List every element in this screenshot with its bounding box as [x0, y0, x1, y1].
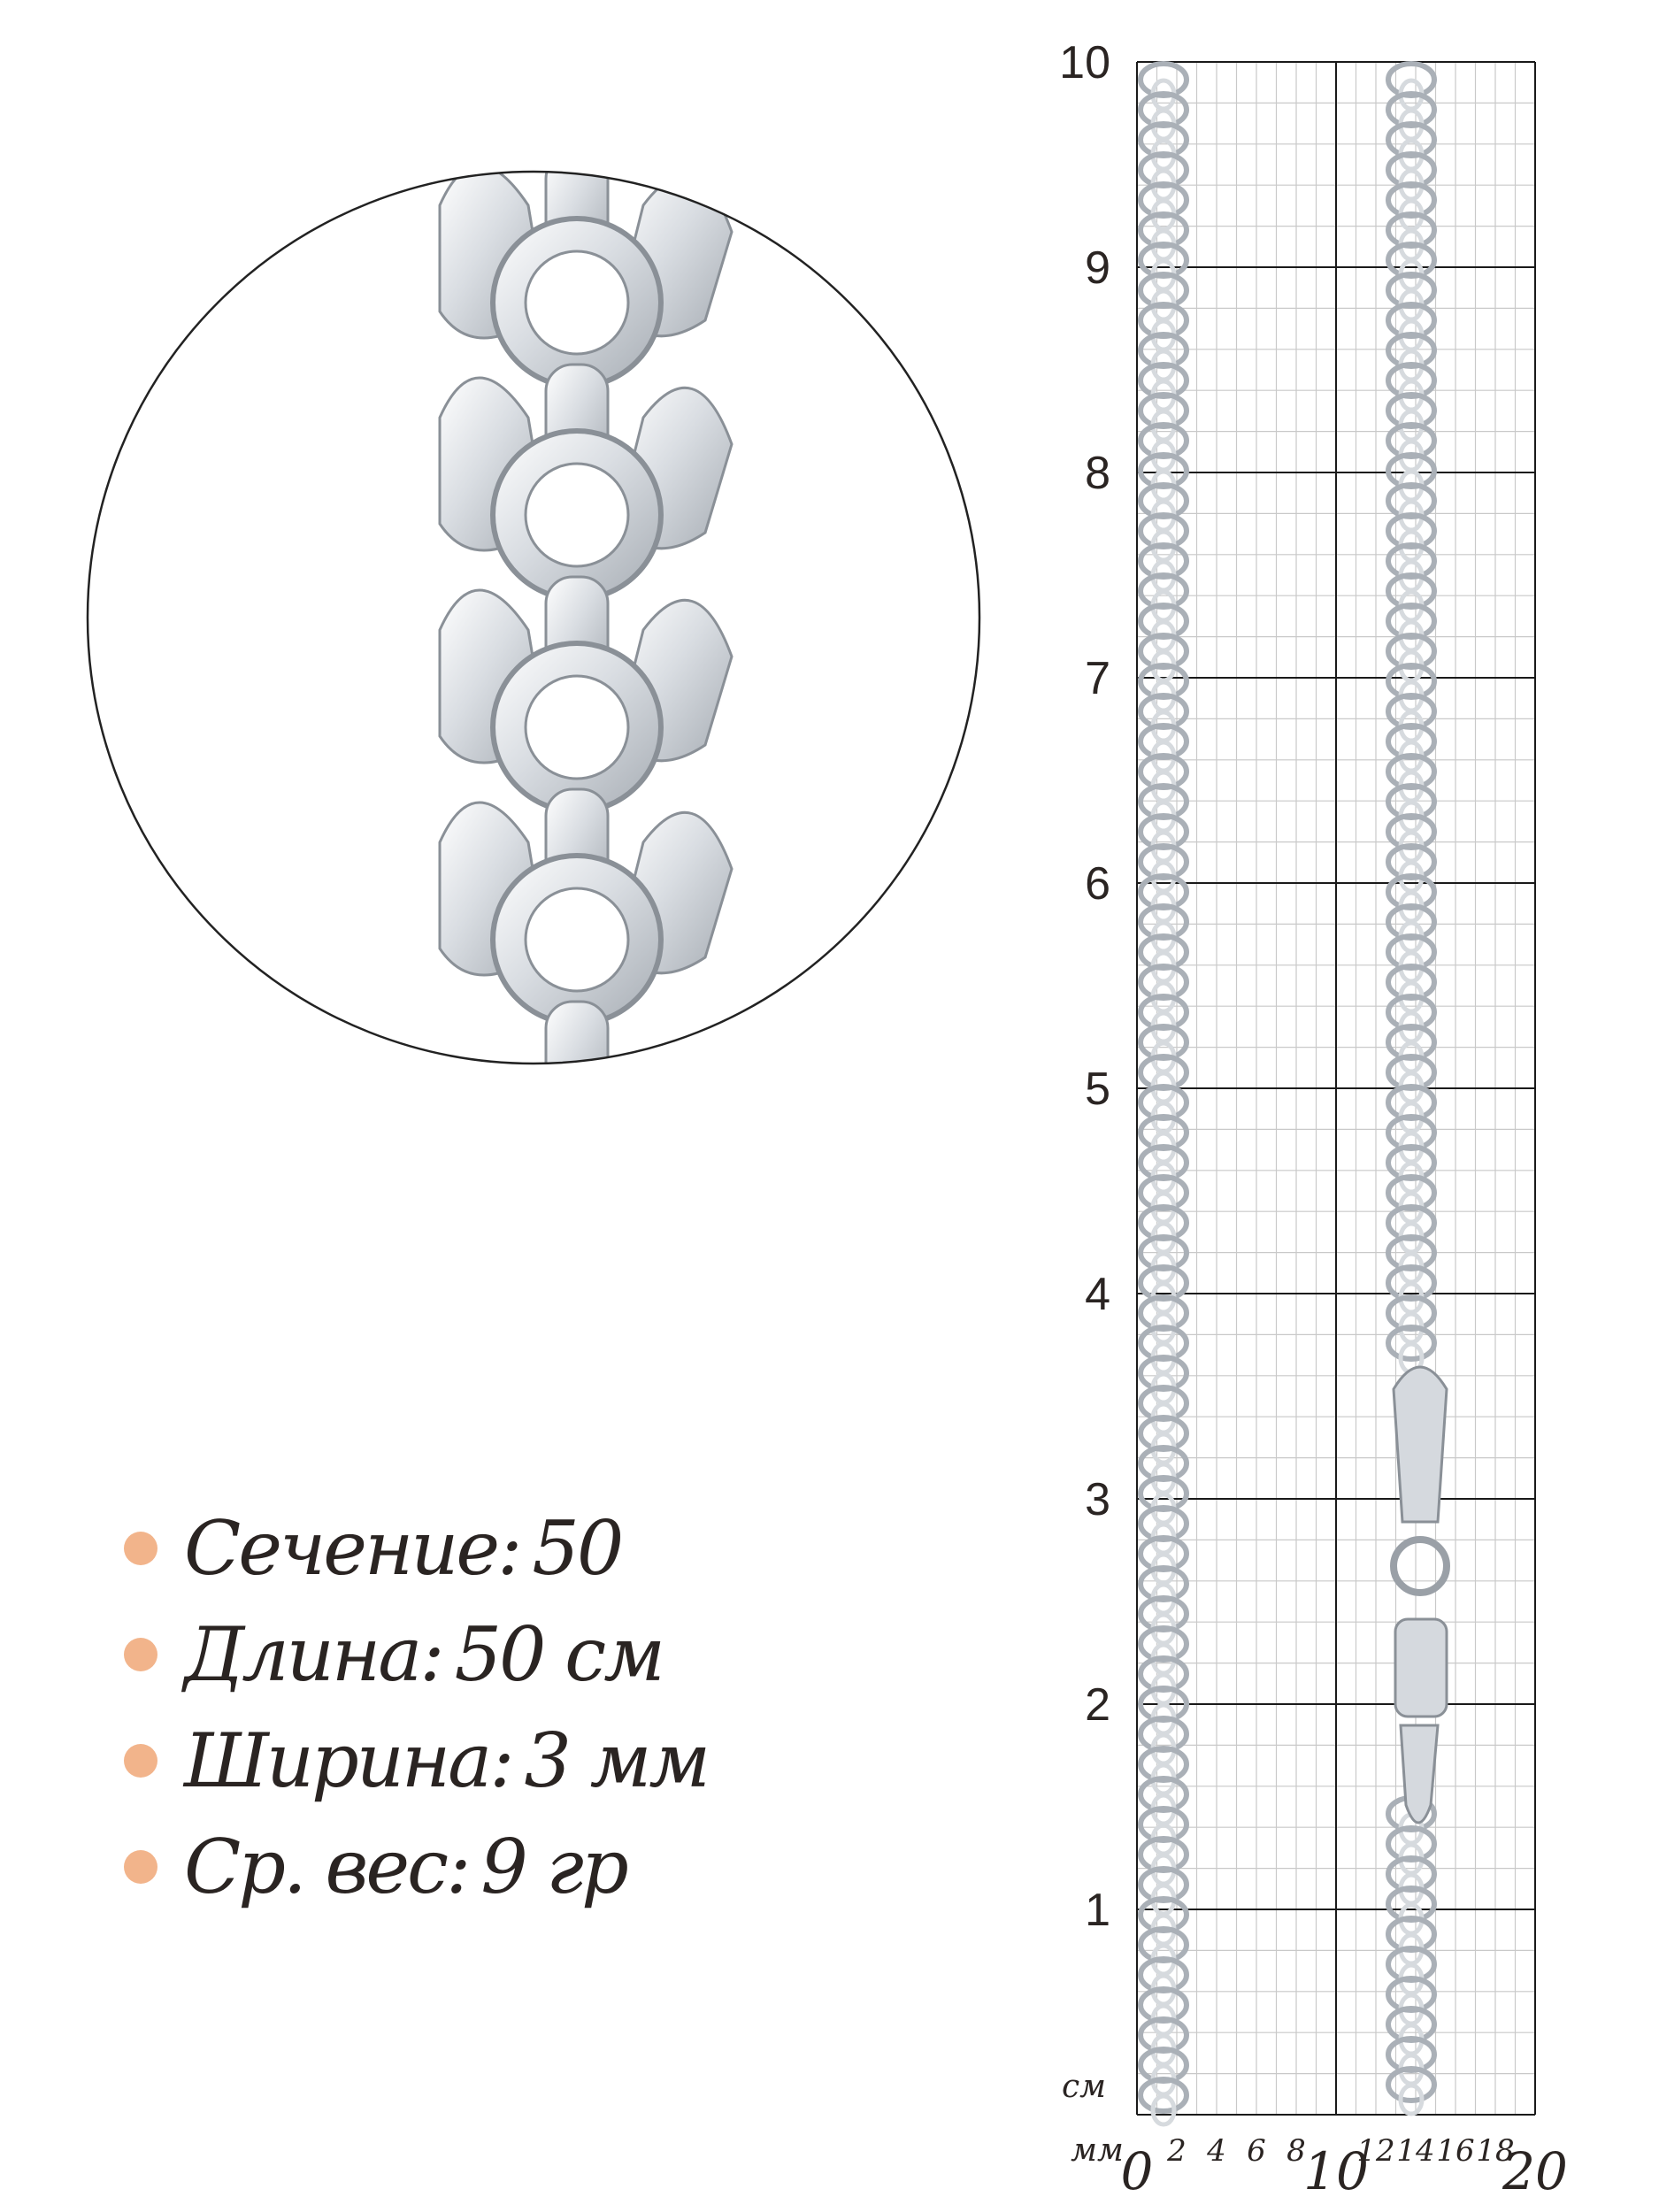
cm-label: 8: [1085, 448, 1110, 499]
link-hole: [526, 888, 628, 991]
cm-label: 5: [1085, 1064, 1110, 1115]
spec-value: 9 гр: [480, 1824, 626, 1910]
mm-label: 14: [1396, 2133, 1435, 2169]
cm-unit: см: [1061, 2069, 1106, 2105]
cm-label: 2: [1085, 1679, 1110, 1731]
cm-label: 10: [1059, 37, 1110, 88]
mm-label: 12: [1356, 2133, 1395, 2169]
bullet-icon: [124, 1638, 157, 1671]
cm-label: 7: [1085, 653, 1110, 704]
link-hole: [526, 676, 628, 779]
bullet-icon: [124, 1850, 157, 1884]
cm-label: 3: [1085, 1474, 1110, 1525]
mm-label: 18: [1476, 2133, 1515, 2169]
bullet-icon: [124, 1744, 157, 1778]
clasp-body: [1395, 1619, 1447, 1717]
measurement-ruler: [1048, 35, 1579, 2201]
grid-ruler: [1048, 35, 1579, 2201]
mm-label-big: 20: [1502, 2141, 1568, 2201]
cm-label: 4: [1085, 1269, 1110, 1320]
lobster-clasp-icon: [1394, 1367, 1447, 1522]
spec-length: [124, 1601, 832, 1708]
spec-weight: [124, 1814, 832, 1920]
zoom-circle: [86, 170, 981, 1065]
mm-label: 16: [1436, 2133, 1475, 2169]
spec-label: Ширина:: [184, 1717, 512, 1804]
spec-label: Длина:: [184, 1611, 442, 1698]
mm-label-big: 10: [1303, 2141, 1369, 2201]
chain-closeup-icon: [86, 170, 981, 1065]
spec-label: Ср. вес:: [184, 1824, 469, 1910]
mm-label: 2: [1167, 2133, 1187, 2169]
link-hole: [526, 464, 628, 566]
mm-unit: мм: [1071, 2132, 1124, 2169]
spec-section: [124, 1495, 832, 1601]
mm-label: 4: [1207, 2133, 1226, 2169]
specs-list: [124, 1495, 832, 1920]
spec-value: 50 см: [454, 1611, 663, 1698]
spec-label: Сечение:: [184, 1505, 520, 1592]
cm-label: 6: [1085, 858, 1110, 910]
clasp-ring: [1394, 1540, 1447, 1593]
cm-label: 1: [1085, 1885, 1110, 1936]
link-hole: [526, 251, 628, 354]
spec-value: 50: [532, 1505, 622, 1592]
cm-label: 9: [1085, 242, 1110, 294]
bullet-icon: [124, 1532, 157, 1565]
link-connector: [546, 1002, 608, 1065]
spec-width: [124, 1708, 832, 1814]
spec-value: 3 мм: [524, 1717, 708, 1804]
mm-label: 8: [1286, 2133, 1306, 2169]
mm-label-big: 0: [1120, 2141, 1154, 2201]
mm-label: 6: [1247, 2133, 1266, 2169]
